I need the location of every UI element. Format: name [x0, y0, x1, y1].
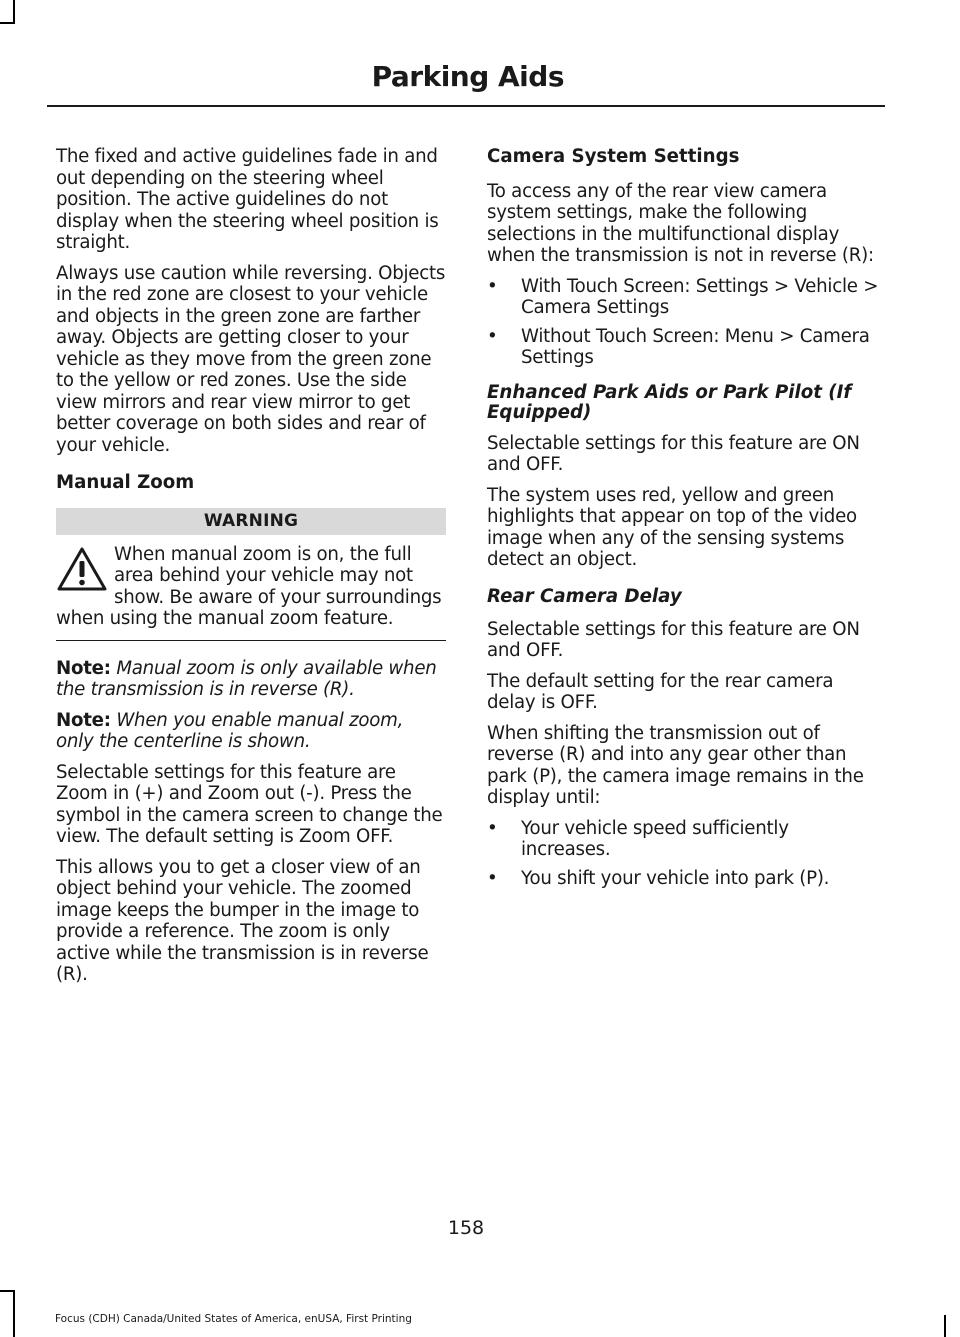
warning-text: When manual zoom is on, the full area behind your vehicle may not show. Be aware of your surroundings when using the manual zoom feature. — [56, 543, 442, 629]
zoom-settings-paragraph: Selectable settings for this feature are Zoom in (+) and Zoom out (-). Press the symbol in the camera screen to change the view. The default setting is Zoom OFF. — [56, 761, 443, 847]
guidelines-paragraph: The fixed and active guidelines fade in and out depending on the steering wheel position. The active guidelines do not display when the steering wheel position is straight. — [56, 146, 439, 253]
list-item — [487, 326, 879, 369]
right-column — [487, 146, 879, 898]
manual-zoom-heading: Manual Zoom — [56, 472, 195, 493]
camera-settings-heading: Camera System Settings — [487, 146, 740, 167]
note-text: Manual zoom is only available when the transmission is in reverse (R). — [56, 657, 437, 700]
camera-delay-description: When shifting the transmission out of reverse (R) and into any gear other than park (P), the camera image remains in the display until: — [487, 722, 864, 808]
list-item-text: Your vehicle speed sufficiently increases. — [521, 817, 789, 860]
crop-mark — [944, 1315, 946, 1337]
crop-mark — [13, 0, 15, 24]
list-item — [487, 276, 879, 319]
camera-settings-intro: To access any of the rear view camera system settings, make the following selections in the multifunctional display when the transmission is not in reverse (R): — [487, 180, 874, 266]
note-zoom-availability — [56, 658, 446, 701]
left-column — [56, 146, 446, 995]
edition-footer: Focus (CDH) Canada/United States of America, enUSA, First Printing — [55, 1313, 412, 1325]
crop-mark — [0, 1290, 15, 1292]
list-item-text: With Touch Screen: Settings > Vehicle > Camera Settings — [521, 275, 879, 318]
until-list — [487, 818, 879, 890]
page-number: 158 — [447, 1217, 485, 1239]
bullet: • — [487, 867, 498, 889]
bullet: • — [487, 275, 498, 297]
note-label: Note: — [56, 657, 111, 679]
crop-mark — [0, 22, 15, 24]
header-divider — [47, 105, 885, 107]
camera-delay-subheading: Rear Camera Delay — [487, 585, 682, 607]
list-item — [487, 818, 879, 861]
warning-divider — [56, 640, 446, 641]
park-aids-settings: Selectable settings for this feature are ON and OFF. — [487, 432, 860, 475]
camera-delay-settings: Selectable settings for this feature are ON and OFF. — [487, 618, 860, 661]
warning-triangle-icon — [56, 546, 108, 592]
bullet: • — [487, 325, 498, 347]
zoom-description-paragraph: This allows you to get a closer view of an object behind your vehicle. The zoomed image keeps the bumper in the image to provide a reference. The zoom is only active while the transmission is in reverse (R). — [56, 856, 429, 985]
list-item-text: You shift your vehicle into park (P). — [521, 867, 830, 889]
camera-delay-default: The default setting for the rear camera delay is OFF. — [487, 670, 834, 713]
warning-banner: WARNING — [56, 508, 446, 535]
page-title: Parking Aids — [371, 60, 564, 93]
caution-paragraph: Always use caution while reversing. Objects in the red zone are closest to your vehicle and objects in the green zone are farther away. Objects are getting closer to your vehicle as they move from the green zone to the yellow or red zones. Use the side view mirrors and rear view mirror to get better coverage on both sides and rear of your vehicle. — [56, 262, 446, 456]
note-text: When you enable manual zoom, only the centerline is shown. — [56, 709, 404, 752]
park-aids-description: The system uses red, yellow and green highlights that appear on top of the video image when any of the sensing systems detect an object. — [487, 484, 857, 570]
warning-block — [56, 544, 446, 630]
bullet: • — [487, 817, 498, 839]
crop-mark — [13, 1290, 15, 1337]
park-aids-subheading: Enhanced Park Aids or Park Pilot (If Equipped) — [487, 381, 852, 423]
note-centerline — [56, 710, 446, 753]
list-item — [487, 868, 879, 890]
note-label: Note: — [56, 709, 111, 731]
list-item-text: Without Touch Screen: Menu > Camera Settings — [521, 325, 870, 368]
access-list — [487, 276, 879, 369]
